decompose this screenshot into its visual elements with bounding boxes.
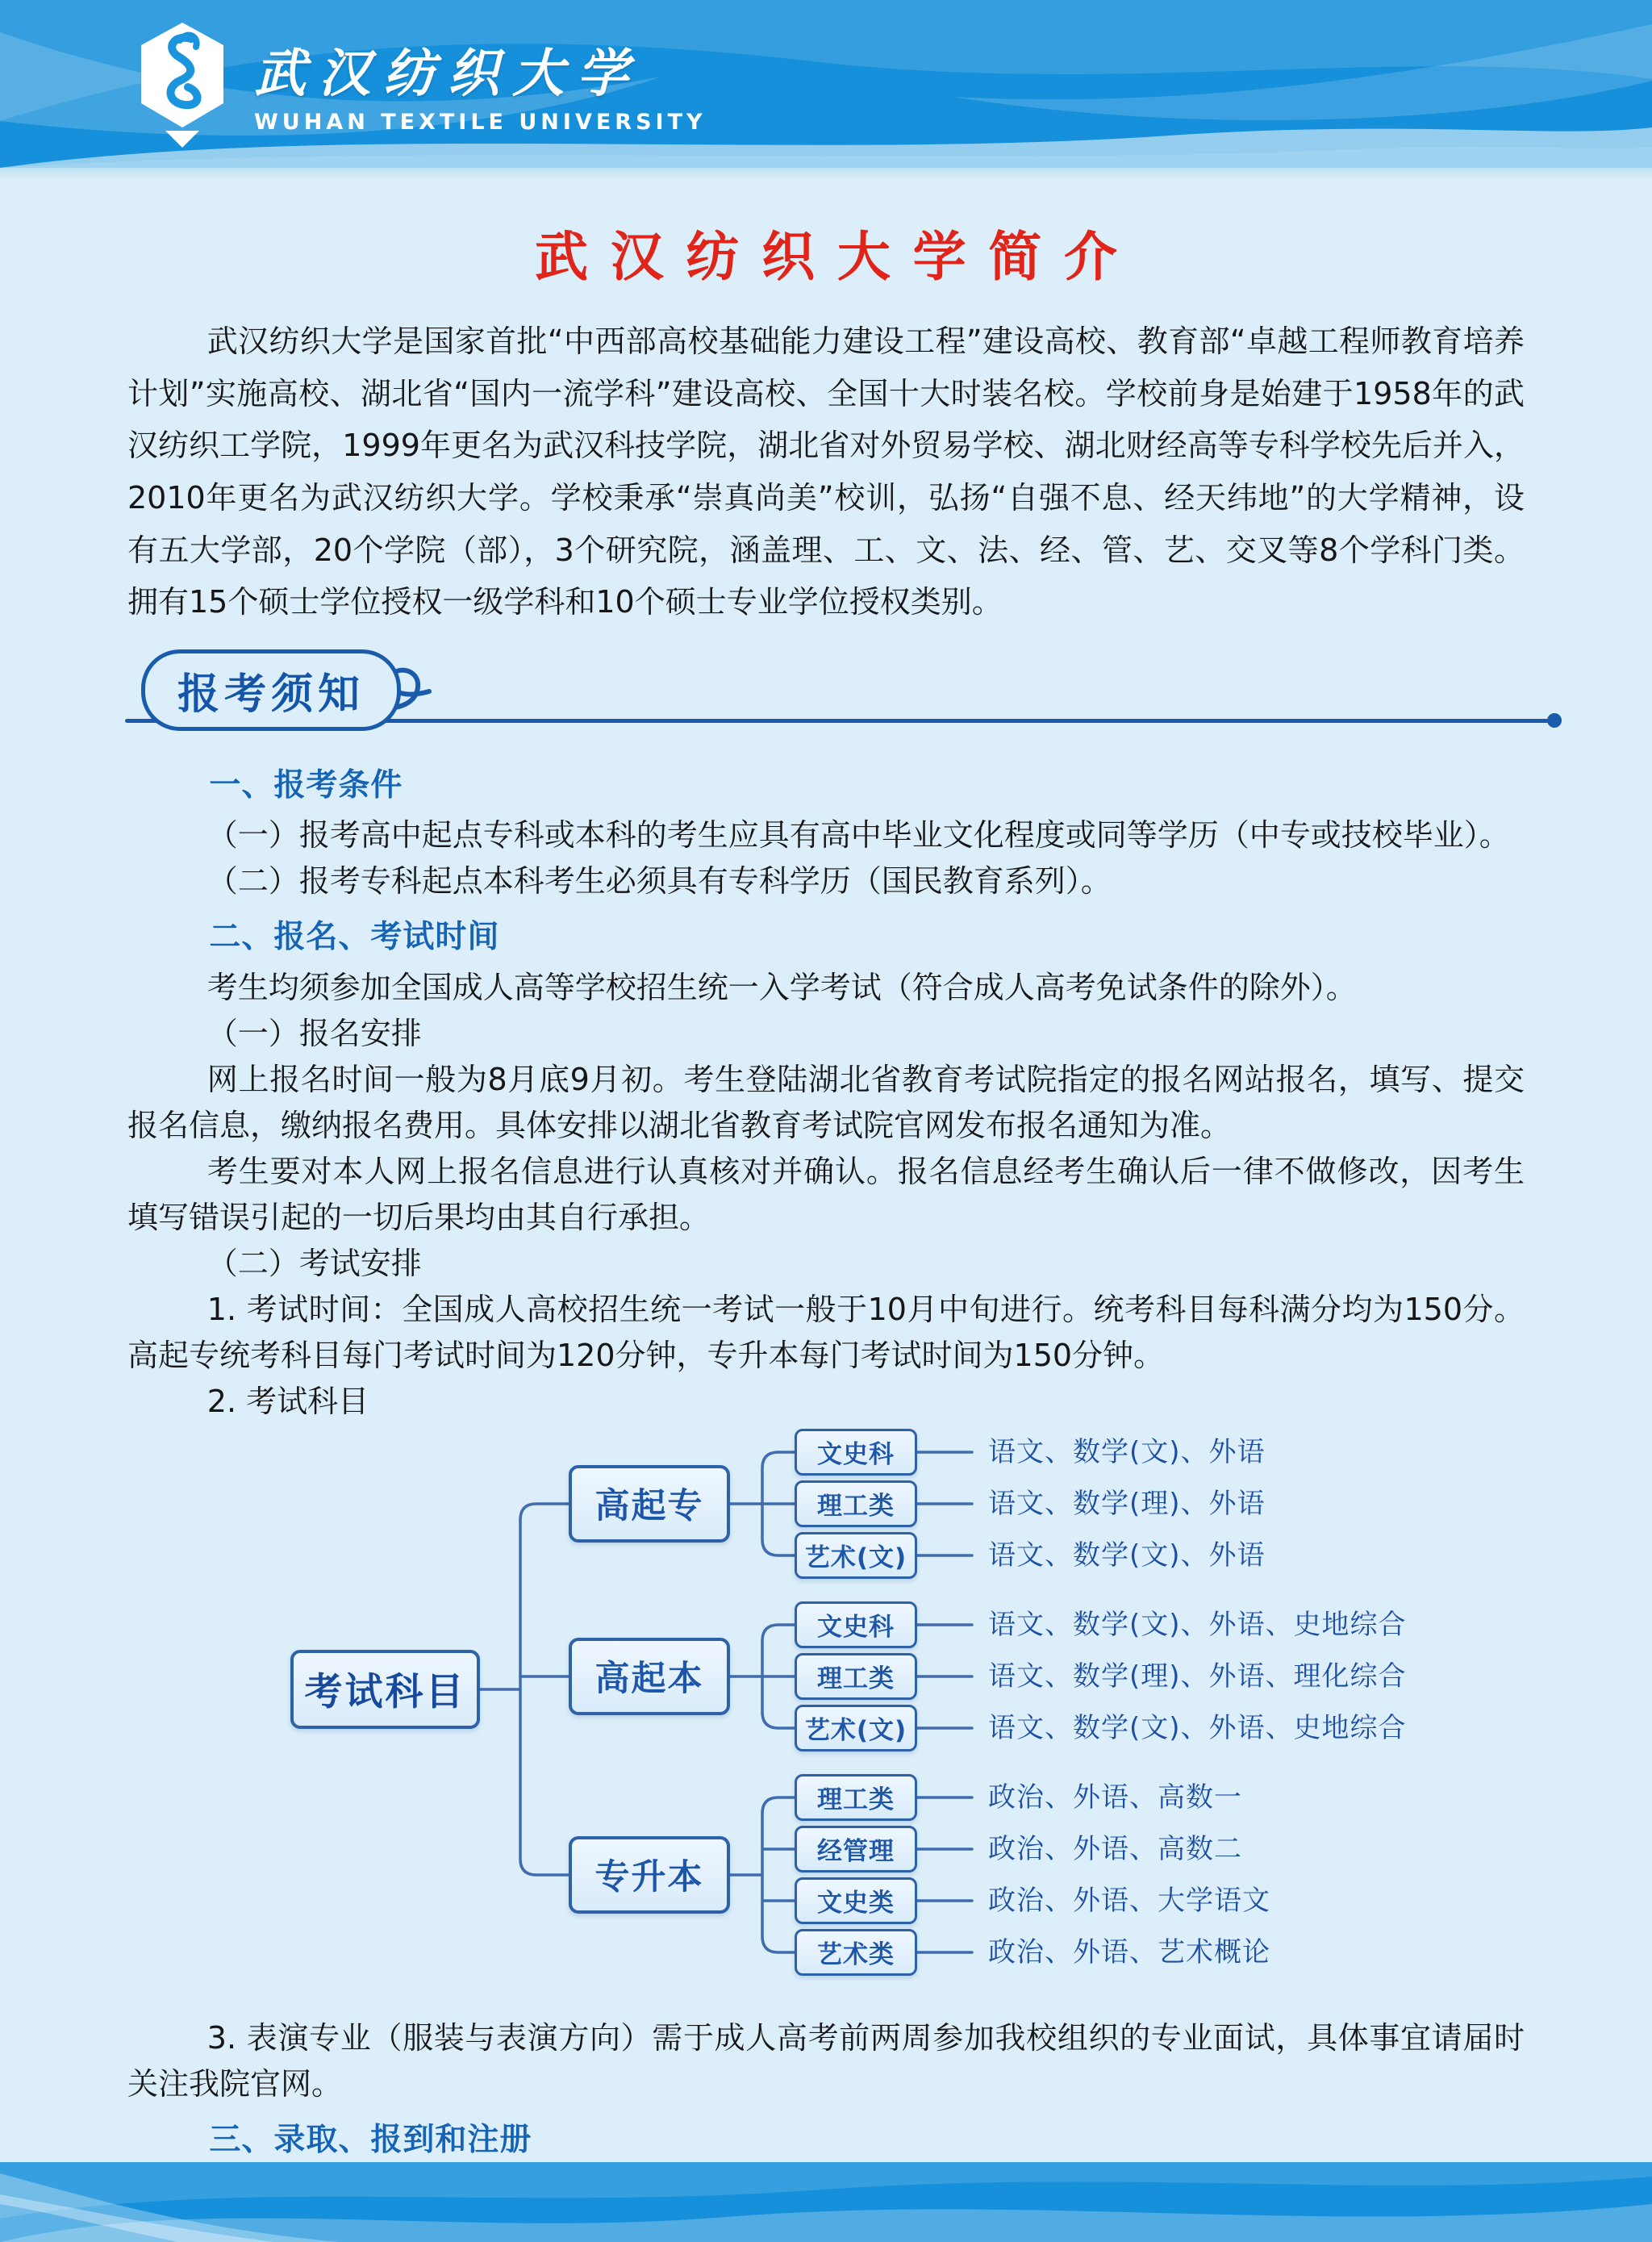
notice-section-header <box>0 649 1652 753</box>
notice-item: 1. 考试时间：全国成人高校招生统一考试一般于10月中旬进行。统考科目每科满分均为150分。高起专统考科目每门考试时间为120分钟，专升本每门考试时间为150分钟。 <box>127 1291 1525 1373</box>
notice-item: 考生要对本人网上报名信息进行认真核对并确认。报名信息经考生确认后一律不做修改，因考生填写错误引起的一切后果均由其自行承担。 <box>127 1153 1525 1235</box>
content-area <box>0 179 1652 2242</box>
notice-badge: 报考须知 <box>141 649 401 731</box>
diagram-subjects: 语文、数学(理)、外语、理化综合 <box>988 1660 1407 1693</box>
university-name-english: WUHAN TEXTILE UNIVERSITY <box>254 110 707 135</box>
diagram-subjects: 政治、外语、高数一 <box>988 1781 1242 1814</box>
diagram-branch-zhuanshengben: 专升本 <box>569 1836 730 1914</box>
university-logo <box>133 21 707 148</box>
section-heading-2: 二、报名、考试时间 <box>209 919 500 956</box>
diagram-leaf: 理工类 <box>795 1774 917 1821</box>
header-banner <box>0 0 1652 168</box>
diagram-leaf: 理工类 <box>795 1653 917 1700</box>
notice-item: （二）考试安排 <box>206 1245 422 1281</box>
notice-item: 网上报名时间一般为8月底9月初。考生登陆湖北省教育考试院指定的报名网站报名，填写、提交报名信息，缴纳报名费用。具体安排以湖北省教育考试院官网发布报名通知为准。 <box>127 1061 1525 1143</box>
diagram-leaf: 艺术(文) <box>795 1532 917 1579</box>
diagram-subjects: 语文、数学(文)、外语、史地综合 <box>988 1608 1407 1641</box>
notice-item: （二）报考专科起点本科考生必须具有专科学历（国民教育系列）。 <box>206 863 1112 900</box>
diagram-leaf: 理工类 <box>795 1480 917 1527</box>
diagram-subjects: 语文、数学(理)、外语 <box>988 1487 1266 1520</box>
notice-item: 2. 考试科目 <box>206 1383 369 1419</box>
notice-item: （一）报名安排 <box>206 1015 422 1051</box>
section-heading-3: 三、录取、报到和注册 <box>209 2121 532 2158</box>
diagram-leaf: 艺术类 <box>795 1929 917 1976</box>
diagram-subjects: 语文、数学(文)、外语 <box>988 1539 1266 1572</box>
exam-subjects-diagram <box>0 1428 1652 1998</box>
section-heading-1: 一、报考条件 <box>209 766 403 804</box>
diagram-leaf: 经管理 <box>795 1826 917 1873</box>
university-logo-emblem-icon <box>133 21 232 148</box>
diagram-branch-gaoqiben: 高起本 <box>569 1638 730 1715</box>
diagram-root-node: 考试科目 <box>290 1650 480 1729</box>
diagram-branch-gaoqizhuan: 高起专 <box>569 1465 730 1543</box>
diagram-leaf: 文史科 <box>795 1601 917 1648</box>
diagram-subjects: 政治、外语、大学语文 <box>988 1884 1270 1917</box>
notice-item: 考生均须参加全国成人高等学校招生统一入学考试（符合成人高考免试条件的除外）。 <box>206 969 1357 1005</box>
diagram-leaf: 文史科 <box>795 1429 917 1476</box>
diagram-subjects: 政治、外语、高数二 <box>988 1832 1242 1865</box>
page-title: 武汉纺织大学简介 <box>534 226 1140 288</box>
header-bottom-strip <box>0 168 1652 179</box>
intro-paragraph: 武汉纺织大学是国家首批“中西部高校基础能力建设工程”建设高校、教育部“卓越工程师教育培养计划”实施高校、湖北省“国内一流学科”建设高校、全国十大时装名校。学校前身是始建于1958年的武汉纺织工学院，1999年更名为武汉科技学院，湖北省对外贸易学校、湖北财经高等专科学校先后并入，2010年更名为武汉纺织大学。学校秉承“崇真尚美”校训，弘扬“自强不息、经天纬地”的大学精神，设有五大学部，20个学院（部），3个研究院，涵盖理、工、文、法、经、管、艺、交叉等8个学科门类。拥有15个硕士学位授权一级学科和10个硕士专业学位授权类别。 <box>127 324 1525 620</box>
diagram-subjects: 政治、外语、艺术概论 <box>988 1935 1270 1969</box>
footer-wave-decoration <box>0 2162 1652 2242</box>
footer-banner <box>0 2162 1652 2242</box>
university-name-chinese: 武汉纺织大学 <box>254 44 641 104</box>
notice-item: （一）报考高中起点专科或本科的考生应具有高中毕业文化程度或同等学历（中专或技校毕业）。 <box>206 817 1510 854</box>
diagram-leaf: 艺术(文) <box>795 1705 917 1751</box>
notice-item: 3. 表演专业（服装与表演方向）需于成人高考前两周参加我校组织的专业面试，具体事宜请届时关注我院官网。 <box>127 2019 1525 2102</box>
diagram-leaf: 文史类 <box>795 1877 917 1924</box>
diagram-subjects: 语文、数学(文)、外语 <box>988 1435 1266 1468</box>
notice-underline-end-dot <box>1547 713 1562 728</box>
diagram-subjects: 语文、数学(文)、外语、史地综合 <box>988 1711 1407 1744</box>
